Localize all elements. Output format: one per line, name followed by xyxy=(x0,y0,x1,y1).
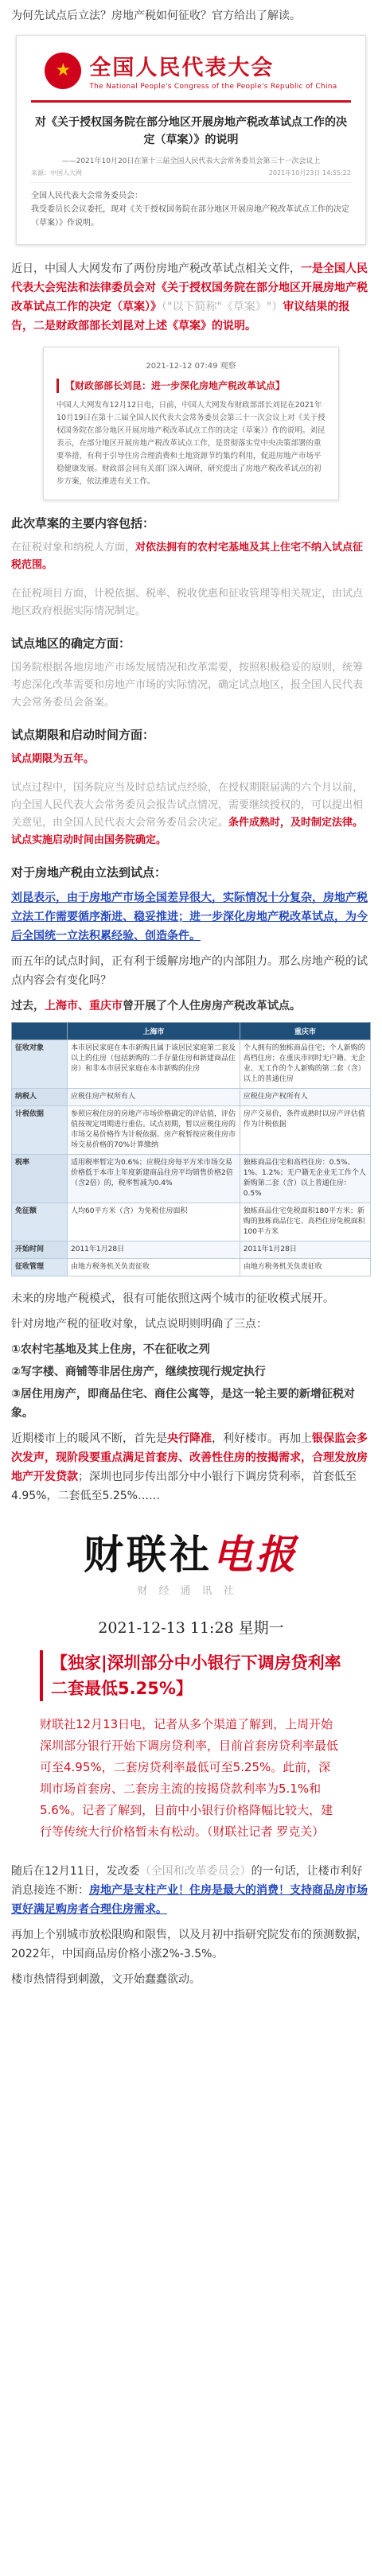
table-cell: 人均60平方米（含）为免税住房面积 xyxy=(68,1203,240,1241)
period-red-line xyxy=(11,751,371,768)
article xyxy=(0,6,382,2003)
para-documents-d: 审议结果的报告，二是财政部部长刘昆对上述《草案》的说明。 xyxy=(11,301,350,332)
main-content-heading: 此次草案的主要内容包括： xyxy=(11,516,155,530)
table-cell: 应税住房产权所有人 xyxy=(240,1089,370,1106)
period-red-tail: 条件成熟时，及时制定法律。试点实施启动时间由国务院确定。 xyxy=(11,817,364,846)
closing-para-3: 楼市热情得到刺激，文开始蠢蠢欲动。 xyxy=(11,1973,201,1986)
cls-banner xyxy=(24,1515,358,1600)
doc-greeting: 全国人民代表大会常务委员会： xyxy=(31,192,142,200)
para-documents-b: 一是全国人民代表大会宪法和法律委员会对《关于授权国务院在部分地区开展房地产税改革试点工作的决定（草案）》 xyxy=(11,262,368,313)
doc-body: 我受委员长会议委托，现对《关于授权国务院在部分地区开展房地产税改革试点工作的决定（草案）》作说明。 xyxy=(31,205,349,227)
table-cell: 由地方税务机关负责征收 xyxy=(68,1259,240,1276)
cls-body: 财联社12月13日电，记者从多个渠道了解到，上周开始深圳部分银行开始下调房贷利率，目前首套房贷利率最低可至4.95%，二套房贷利率最低可至5.25%。此前，深圳市场首套房、二套房主流的按揭贷款利率为5.1%和5.6%。记者了解到，目前中小银行价格降幅比较大，建行等传统大行价格暂未有松动。（财联社记者 罗克关） xyxy=(40,1717,339,1839)
reason-a: 刘昆表示， xyxy=(11,892,67,904)
table-cell: 适用税率暂定为0.6%；应税住房每平方米市场交易价格低于本市上年度新建商品住房平均销售价格2倍（含2倍）的，税率暂减为0.4% xyxy=(68,1155,240,1203)
table-cell: 本市居民家庭在本市新购且属于该居民家庭第二套及以上的住房（包括新购的二手存量住房和新建商品住房）和非本市居民家庭在本市新购的住房 xyxy=(68,1040,240,1089)
npc-header-rule xyxy=(31,100,351,103)
table-row-head: 征收对象 xyxy=(12,1040,68,1089)
pilot-comparison-table xyxy=(11,1022,371,1276)
table-row-head: 征收管理 xyxy=(12,1259,68,1276)
closing-para xyxy=(11,1862,371,1919)
cls-time: 2021-12-13 11:28 星期一 xyxy=(98,1619,284,1637)
table-cell: 房产交易价，条件成熟时以房产评估值作为计税依据 xyxy=(240,1106,370,1155)
table-row xyxy=(12,1106,371,1155)
para-documents-a: 近日，中国人大网发布了两份房地产税改革试点相关文件， xyxy=(11,262,301,275)
future-para: 未来的房地产税模式，很有可能依照这两个城市的征收模式展开。 xyxy=(11,1292,334,1305)
period-red-text: 试点期限为五年。 xyxy=(11,753,95,765)
cls-logo-main: 财联社 xyxy=(84,1531,212,1578)
news-date: 2021-12-12 07:49 观察 xyxy=(146,362,236,371)
period-grey: 试点过程中，国务院应当及时总结试点经验，在授权期限届满的六个月以前，向全国人民代表大会常务委员会报告试点情况，需要继续授权的，可以提出相关意见，由全国人民代表大会常务委员会决定。 xyxy=(11,782,364,829)
doc-source: 来源：中国人大网 xyxy=(31,169,82,177)
doc-subtitle: ——2021年10月20日在第十三届全国人民代表大会常务委员会第三十一次会议上 xyxy=(61,157,321,165)
cls-logo-accent: 电报 xyxy=(212,1531,298,1578)
cls-logo xyxy=(24,1523,358,1580)
news-text: 中国人大网发布12月12日电，日前，中国人大网发布财政部部长刘昆在2021年10月19日在第十三届全国人民代表大会常务委员会第三十一次会议上对《关于授权国务院在部分地区开展房地产税改革试点工作的决定（草案）》作的说明。刘昆表示，在部分地区开展房地产税改革试点工作，是贯彻落实党中央决策部署的重要举措，有利于引导住房合理消费和土地资源节约集约利用，促进房地产市场平稳健康发展。财政部会同有关部门深入调研，研究提出了房地产税改革试点的初步方案，依法推进有关工作。 xyxy=(57,401,325,486)
table-cell: 2011年1月28日 xyxy=(68,1241,240,1259)
scope-grey: 在征税对象和纳税人方面， xyxy=(11,542,136,554)
npc-org-name: 全国人民代表大会 xyxy=(89,56,275,80)
scope-red: 对依法拥有的农村宅基地及其上住宅不纳入试点征税范围。 xyxy=(11,542,364,571)
cls-headline: 【独家|深圳部分中小银行下调房贷利率 二套最低5.25%】 xyxy=(40,1650,342,1701)
table-row-head: 计税依据 xyxy=(12,1106,68,1155)
region-heading: 试点地区的确定方面： xyxy=(11,636,131,651)
table-cell: 独栋商品住宅免税面积180平方米；新购的独栋商品住宅、高档住房免税面积100平方米 xyxy=(240,1203,370,1241)
table-cell: 应税住房产权所有人 xyxy=(68,1089,240,1106)
para-documents xyxy=(11,259,371,336)
table-cell: 参照应税住房的房地产市场价格确定的评估值，评估值按规定周期进行重估。试点初期，暂以应税住房的市场交易价格作为计税依据。房产税暂按应税住房市场交易价格的70%计算缴纳 xyxy=(68,1106,240,1155)
past-b: 曾开展了个人住房房产税改革试点。 xyxy=(123,1000,301,1012)
reason-heading: 对于房地产税由立法到试点： xyxy=(11,865,167,880)
loosening-d: 银保监会多次发声，现阶段要重点满足首套房、改善性住房的按揭需求，合理发放房地产开发贷款 xyxy=(11,1432,368,1483)
past-a: 过去， xyxy=(11,1000,45,1012)
loosening-e: ；深圳也同步传出部分中小银行下调房贷利率，首套低至4.95%，二套低至5.25%…… xyxy=(11,1471,357,1502)
closing-a: 随后在12月11日，发改委 xyxy=(11,1865,140,1878)
tax-items-quote: 在征税项目方面，计税依据、税率、税收优惠和征收管理等相关规定，由试点地区政府根据实际情况制定。 xyxy=(11,588,364,617)
region-quote: 国务院根据各地房地产市场发展情况和改革需要，按照积极稳妥的原则，统筹考虑深化改革需要和房地产市场的实际情况，确定试点地区，报全国人民代表大会常务委员会备案。 xyxy=(11,662,364,709)
table-row xyxy=(12,1259,371,1276)
table-row-head: 纳税人 xyxy=(12,1089,68,1106)
closing-para-2: 再加上个别城市放松限购和限售，以及月初中指研究院发布的预测数据，2022年，中国商品房价格小涨2%-3.5%。 xyxy=(11,1929,368,1960)
table-header-cell: 上海市 xyxy=(68,1023,240,1040)
closing-c: 的一句话，让楼市利好消息接连不断： xyxy=(11,1865,363,1897)
cls-telegram-screenshot xyxy=(24,1515,358,1843)
npc-org-name-en: The National People's Congress of the People's Republic of China xyxy=(89,83,337,91)
table-row xyxy=(12,1040,371,1089)
table-row-head: 开始时间 xyxy=(12,1241,68,1259)
npc-header xyxy=(31,44,351,94)
npc-document-image xyxy=(16,35,366,245)
national-emblem-icon xyxy=(45,52,81,89)
point-1: ①农村宅基地及其上住房，不在征收之列 xyxy=(11,1343,210,1356)
intro-text: 为何先试点后立法？房地产税如何征收？官方给出了解读。 xyxy=(11,10,301,22)
past-cities: 上海市、重庆市 xyxy=(45,1000,123,1012)
table-cell: 由地方税务机关负责征收 xyxy=(240,1259,370,1276)
table-cell: 2011年1月28日 xyxy=(240,1241,370,1259)
loosening-c: ，利好楼市。再加上 xyxy=(212,1432,312,1445)
reason-para xyxy=(11,888,371,946)
table-cell: 独栋商品住宅和高档住房：0.5%、1%、1.2%；无户籍无企业无工作个人新购第二套（含）以上普通住房：0.5% xyxy=(240,1155,370,1203)
reason-b: 由于房地产市场全国差异很大，实际情况十分复杂，房地产税立法工作需要循序渐进、稳妥推进；进一步深化房地产税改革试点，为今后全国统一立法积累经验、创造条件。 xyxy=(11,892,368,942)
bottom-spacer xyxy=(11,1995,371,2003)
table-header-row xyxy=(12,1023,371,1040)
table-row xyxy=(12,1089,371,1106)
period-quote xyxy=(11,779,371,849)
point-3: ③居住用房产，即商品住宅、商住公寓等，是这一轮主要的新增征税对象。 xyxy=(11,1388,355,1420)
period-heading: 试点期限和启动时间方面： xyxy=(11,728,155,742)
loosening-b: 央行降准 xyxy=(167,1432,212,1445)
summary-para: 针对房地产税的征收对象，试点说明则明确了三点： xyxy=(11,1318,267,1331)
loosening-a: 近期楼市上的暖风不断，首先是 xyxy=(11,1432,167,1445)
para-documents-c: （"以下简称"《草案》"） xyxy=(162,301,283,313)
doc-date: 2021年10月23日 14:55:22 xyxy=(268,169,351,177)
history-para: 而五年的试点时间，正有利于缓解房地产的内部阻力。那么房地产税的试点内容会有变化吗？ xyxy=(11,955,368,987)
news-screenshot xyxy=(43,347,339,500)
news-headline: 【财政部部长刘昆：进一步深化房地产税改革试点】 xyxy=(57,379,325,393)
table-cell: 个人拥有的独栋商品住宅；个人新购的高档住房；在重庆市同时无户籍、无企业、无工作的个人新购的第二套（含）以上的普通住房 xyxy=(240,1040,370,1089)
closing-d: 房地产是支柱产业！住房是最大的消费！支持商品房市场更好满足购房者合理住房需求。 xyxy=(11,1884,368,1916)
table-row-head: 税率 xyxy=(12,1155,68,1203)
cls-tagline: 财经通讯社 xyxy=(137,1585,245,1597)
doc-title: 对《关于授权国务院在部分地区开展房地产税改革试点工作的决定（草案）》的说明 xyxy=(35,116,347,146)
table-row xyxy=(12,1155,371,1203)
loosening-para xyxy=(11,1429,371,1506)
table-header-cell xyxy=(12,1023,68,1040)
past-pilot-para xyxy=(11,997,371,1016)
table-row xyxy=(12,1203,371,1241)
doc-meta xyxy=(31,169,351,183)
table-header-cell: 重庆市 xyxy=(240,1023,370,1040)
table-row-head: 免征额 xyxy=(12,1203,68,1241)
closing-b: （全国和改革委员会） xyxy=(139,1865,251,1878)
table-row xyxy=(12,1241,371,1259)
scope-quote xyxy=(11,539,371,574)
point-2: ②写字楼、商铺等非居住房产，继续按现行规定执行 xyxy=(11,1366,266,1378)
